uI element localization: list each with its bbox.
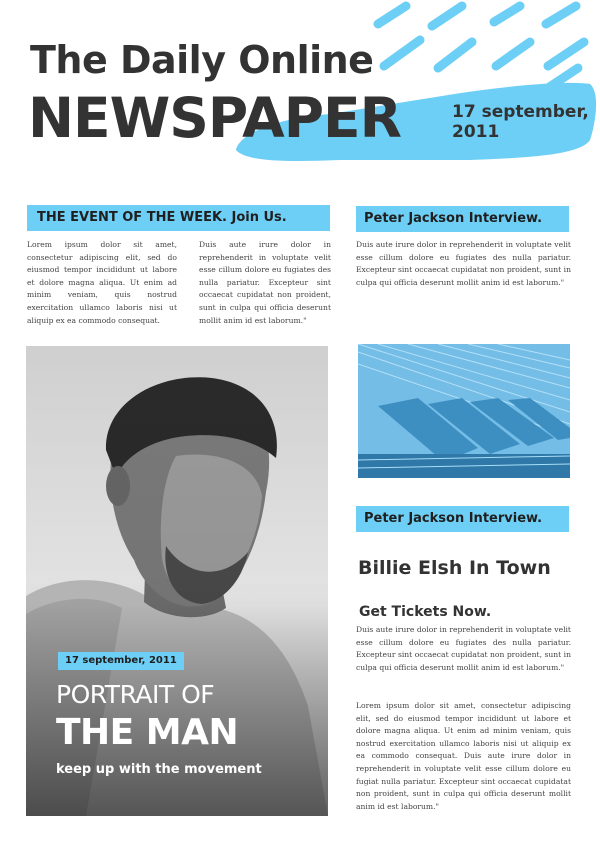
event-column-2: Duis aute irure dolor in reprehenderit in voluptate velit esse cillum dolore eu fugiates des nulla pariatur. Excepteur sint occaecat cupidatat non proident, sunt in culpa qui officia deserunt mollit anim id est laborum." (199, 240, 331, 325)
billie-body-1: Duis aute irure dolor in reprehenderit in voluptate velit esse cillum dolore eu fugiates des nulla pariatur. Excepteur sint occaecat cupidatat non proident, sunt in culpa qui officia deserunt mollit anim id est laborum." (356, 625, 571, 672)
billie-body-2: Lorem ipsum dolor sit amet, consectetur adipiscing elit, sed do eiusmod tempor incididunt ut labore et dolore magna aliqua. Ut enim ad minim veniam, quis nostrud exercitation ullamco laboris nisi ut aliquip ex ea commodo consequat. Duis aute irure dolor in reprehenderit in voluptate velit esse cillum dolore eu fugiat nulla pariatur. Excepteur sint occaecat cupidatat non proident, sunt in culpa qui officia deserunt mollit anim id est laborum." (356, 701, 571, 811)
portrait-title-line2: THE MAN (56, 712, 239, 753)
interview-heading-2: Peter Jackson Interview. (356, 506, 569, 532)
architecture-illustration (358, 344, 570, 478)
portrait-title-line1: PORTRAIT OF (56, 680, 215, 709)
portrait-date-badge: 17 september, 2011 (58, 652, 184, 670)
billie-title: Billie Elsh In Town (358, 557, 551, 579)
portrait-tagline: keep up with the movement (56, 762, 262, 777)
issue-date-line1: 17 september, (452, 102, 589, 122)
masthead-title: NEWSPAPER (28, 86, 401, 150)
event-heading: THE EVENT OF THE WEEK. Join Us. (27, 205, 330, 231)
interview-body-1: Duis aute irure dolor in reprehenderit in voluptate velit esse cillum dolore eu fugiates des nulla pariatur. Excepteur sint occaecat cupidatat non proident, sunt in culpa qui officia deserunt mollit anim id est laborum." (356, 240, 571, 287)
interview-heading-1: Peter Jackson Interview. (356, 206, 569, 232)
masthead-subtitle: The Daily Online (30, 38, 374, 82)
event-column-1: Lorem ipsum dolor sit amet, consectetur adipiscing elit, sed do eiusmod tempor incididunt ut labore et dolore magna aliqua. Ut enim ad minim veniam, quis nostrud exercitation ullamco laboris nisi ut aliquip ex ea commodo consequat. (27, 240, 177, 325)
issue-date-line2: 2011 (452, 122, 500, 142)
architecture-photo (358, 344, 570, 478)
billie-subtitle: Get Tickets Now. (359, 604, 492, 620)
issue-date (452, 102, 592, 142)
